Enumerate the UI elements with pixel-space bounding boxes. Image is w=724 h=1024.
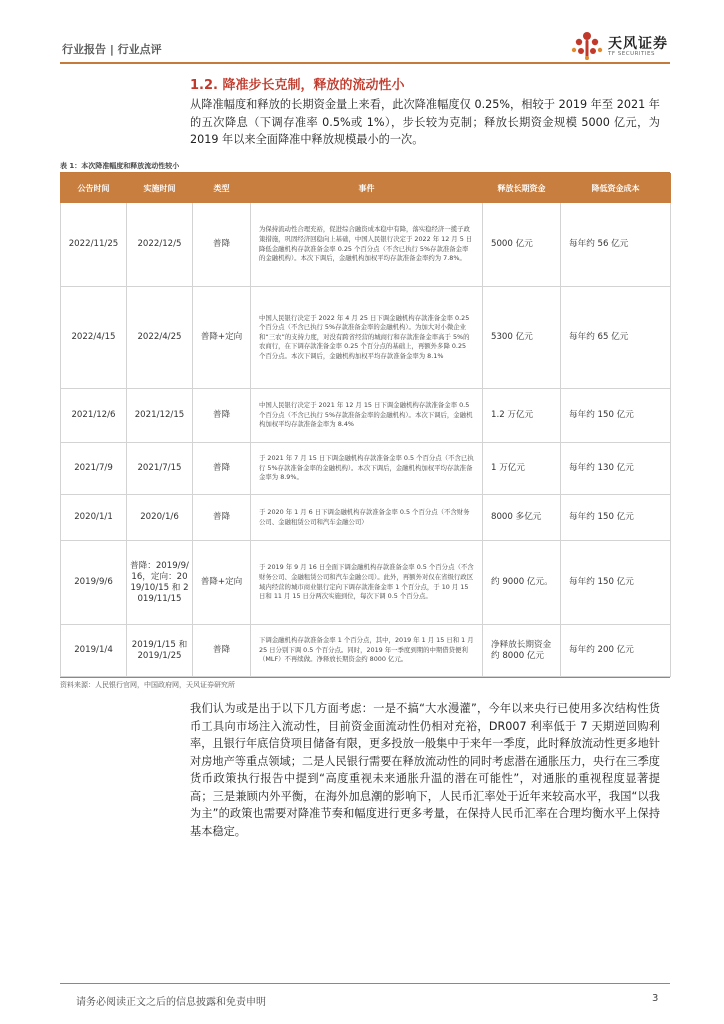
page-number: 3 bbox=[652, 993, 659, 1004]
col-header-event: 事件 bbox=[251, 174, 483, 203]
table-row bbox=[61, 389, 671, 443]
cell-amount: 净释放长期资金约 8000 亿元 bbox=[483, 625, 561, 677]
cell-type: 普降 bbox=[193, 625, 251, 677]
cell-amount: 8000 多亿元 bbox=[483, 495, 561, 541]
analysis-paragraph: 我们认为或是出于以下几方面考虑：一是不搞“大水漫灌”，今年以来央行已使用多次结构性货币工具向市场注入流动性，目前资金面流动性仍相对充裕，DR007 利率低于 7 天期逆回购利率，且银行年底信贷项目储备有限，更多投放一般集中于来年一季度，此时释放流动性更多地针对房地产等重点领域；二是人民银行需要在释放流动性的同时考虑潜在通胀压力，央行在三季度货币政策执行报告中提到“高度重视未来通胀升温的潜在可能性”，对通胀的重视程度显著提高；三是兼顾内外平衡，在海外加息潮的影响下，人民币汇率处于近年来较高水平，我国“以我为主”的政策也需要对降准节奏和幅度进行更多考量，在保持人民币汇率在合理均衡水平上保持基本稳定。 bbox=[190, 702, 660, 838]
col-header-cost: 降低资金成本 bbox=[561, 174, 671, 203]
cell-announce: 2019/9/6 bbox=[61, 541, 127, 625]
cell-type: 普降+定向 bbox=[193, 541, 251, 625]
logo-name: 天风证券 bbox=[608, 36, 668, 52]
table-row bbox=[61, 541, 671, 625]
logo-subtitle: TF SECURITIES bbox=[608, 51, 655, 57]
cell-cost: 每年约 150 亿元 bbox=[561, 495, 671, 541]
cell-implement: 2022/4/25 bbox=[127, 287, 193, 389]
cell-amount: 5300 亿元 bbox=[483, 287, 561, 389]
footer-rule bbox=[60, 983, 670, 984]
table-header-row bbox=[61, 174, 671, 203]
table-row bbox=[61, 287, 671, 389]
cell-cost: 每年约 56 亿元 bbox=[561, 203, 671, 287]
cell-event: 于 2019 年 9 月 16 日全面下调金融机构存款准备金率 0.5 个百分点（不含财务公司、金融租赁公司和汽车金融公司）。此外，再额外对仅在省级行政区域内经营的城市商业银行定向下调存款准备金率 1 个百分点，于 10 月 15 日和 11 月 15 日分两次实施到位，每次下调 0.5 个百分点。 bbox=[251, 541, 483, 625]
cell-cost: 每年约 150 亿元 bbox=[561, 541, 671, 625]
cell-type: 普降 bbox=[193, 389, 251, 443]
header-report-type: 行业报告 | 行业点评 bbox=[62, 43, 162, 56]
cell-implement: 2022/12/5 bbox=[127, 203, 193, 287]
cell-announce: 2022/11/25 bbox=[61, 203, 127, 287]
cell-event: 中国人民银行决定于 2022 年 4 月 25 日下调金融机构存款准备金率 0.25 个百分点（不含已执行 5%存款准备金率的金融机构）。为加大对小微企业和“三农”的支持力度，对没有跨省经营的城商行和存款准备金率高于 5%的农商行，在下调存款准备金率 0.25 个百分点的基础上，再额外多降 0.25 个百分点。本次下调后，金融机构加权平均存款准备金率为 8.1% bbox=[251, 287, 483, 389]
col-header-implement: 实施时间 bbox=[127, 174, 193, 203]
cell-announce: 2021/12/6 bbox=[61, 389, 127, 443]
cell-implement: 2021/12/15 bbox=[127, 389, 193, 443]
cell-event: 于 2021 年 7 月 15 日下调金融机构存款准备金率 0.5 个百分点（不含已执行 5%存款准备金率的金融机构）。本次下调后，金融机构加权平均存款准备金率为 8.9%。 bbox=[251, 443, 483, 495]
table-source: 资料来源：人民银行官网，中国政府网，天风证券研究所 bbox=[60, 681, 235, 689]
cell-type: 普降 bbox=[193, 203, 251, 287]
table-row bbox=[61, 495, 671, 541]
intro-paragraph: 从降准幅度和释放的长期资金量上来看，此次降准幅度仅 0.25%，相较于 2019 年至 2021 年的五次降息（下调存准率 0.5%或 1%），步长较为克制；释放长期资金规模 5000 亿元，为 2019 年以来全面降准中释放规模最小的一次。 bbox=[190, 98, 660, 146]
cell-event: 中国人民银行决定于 2021 年 12 月 15 日下调金融机构存款准备金率 0.5 个百分点（不含已执行 5%存款准备金率的金融机构）。本次下调后，金融机构加权平均存款准备金率为 8.4% bbox=[251, 389, 483, 443]
table-row bbox=[61, 443, 671, 495]
cell-amount: 1 万亿元 bbox=[483, 443, 561, 495]
source-rule bbox=[60, 677, 670, 678]
rrr-cut-table bbox=[60, 173, 671, 677]
col-header-amount: 释放长期资金 bbox=[483, 174, 561, 203]
cell-announce: 2022/4/15 bbox=[61, 287, 127, 389]
cell-type: 普降 bbox=[193, 495, 251, 541]
cell-implement: 2021/7/15 bbox=[127, 443, 193, 495]
cell-implement: 2019/1/15 和 2019/1/25 bbox=[127, 625, 193, 677]
header-rule bbox=[60, 62, 670, 64]
cell-cost: 每年约 150 亿元 bbox=[561, 389, 671, 443]
cell-event: 下调金融机构存款准备金率 1 个百分点，其中，2019 年 1 月 15 日和 1 月 25 日分别下调 0.5 个百分点。同时，2019 年一季度到期的中期借贷便利（MLF）不再续做。净释放长期资金约 8000 亿元。 bbox=[251, 625, 483, 677]
cell-event: 为保持流动性合理充裕，促进综合融资成本稳中有降，落实稳经济一揽子政策措施，巩固经济回稳向上基础，中国人民银行决定于 2022 年 12 月 5 日降低金融机构存款准备金率 0.25 个百分点（不含已执行 5%存款准备金率的金融机构）。本次下调后，金融机构加权平均存款准备金率约为 7.8%。 bbox=[251, 203, 483, 287]
cell-announce: 2021/7/9 bbox=[61, 443, 127, 495]
cell-cost: 每年约 130 亿元 bbox=[561, 443, 671, 495]
col-header-announce: 公告时间 bbox=[61, 174, 127, 203]
cell-announce: 2019/1/4 bbox=[61, 625, 127, 677]
cell-implement: 普降：2019/9/16，定向：2019/10/15 和 2019/11/15 bbox=[127, 541, 193, 625]
col-header-type: 类型 bbox=[193, 174, 251, 203]
cell-cost: 每年约 200 亿元 bbox=[561, 625, 671, 677]
cell-cost: 每年约 65 亿元 bbox=[561, 287, 671, 389]
cell-implement: 2020/1/6 bbox=[127, 495, 193, 541]
cell-amount: 5000 亿元 bbox=[483, 203, 561, 287]
section-title: 1.2. 降准步长克制，释放的流动性小 bbox=[190, 78, 405, 93]
cell-type: 普降 bbox=[193, 443, 251, 495]
cell-announce: 2020/1/1 bbox=[61, 495, 127, 541]
footer-disclaimer: 请务必阅读正文之后的信息披露和免责申明 bbox=[76, 997, 266, 1008]
table-caption: 表 1：本次降准幅度和释放流动性较小 bbox=[60, 162, 180, 170]
cell-type: 普降+定向 bbox=[193, 287, 251, 389]
table-row bbox=[61, 203, 671, 287]
cell-amount: 1.2 万亿元 bbox=[483, 389, 561, 443]
cell-amount: 约 9000 亿元。 bbox=[483, 541, 561, 625]
table-row bbox=[61, 625, 671, 677]
cell-event: 于 2020 年 1 月 6 日下调金融机构存款准备金率 0.5 个百分点（不含财务公司、金融租赁公司和汽车金融公司） bbox=[251, 495, 483, 541]
